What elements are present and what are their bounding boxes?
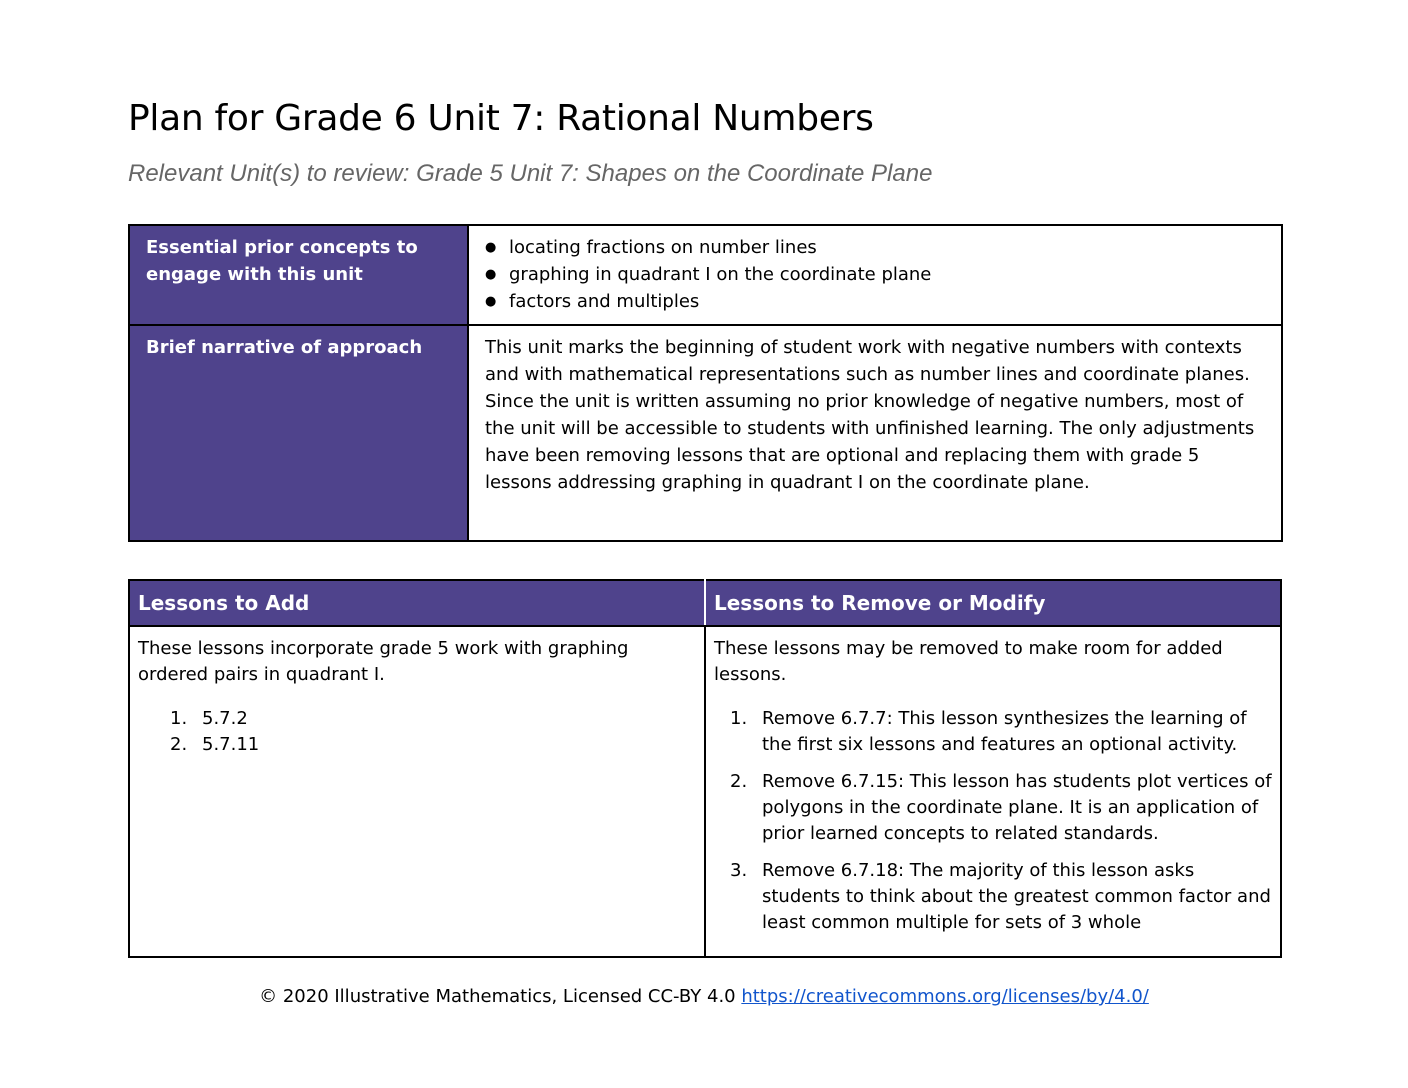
narrative-row xyxy=(129,325,1282,541)
list-item xyxy=(138,732,696,758)
list-item: ● locating fractions on number lines xyxy=(485,234,1265,261)
narrative-label: Brief narrative of approach xyxy=(129,325,468,541)
lessons-to-remove-cell xyxy=(705,626,1281,957)
page-title: Plan for Grade 6 Unit 7: Rational Numbers xyxy=(128,98,874,139)
add-list xyxy=(138,706,696,758)
list-item: ● graphing in quadrant I on the coordinate plane xyxy=(485,261,1265,288)
lessons-to-remove-header: Lessons to Remove or Modify xyxy=(705,580,1281,626)
remove-intro: These lessons may be removed to make room for added lessons. xyxy=(714,638,1223,685)
lesson-code: 5.7.2 xyxy=(202,708,248,729)
remove-item-text: Remove 6.7.15: This lesson has students plot vertices of polygons in the coordinate plane. It is an application of prior learned concepts to related standards. xyxy=(762,771,1272,844)
list-number: 3. xyxy=(730,860,748,881)
lessons-body-row xyxy=(129,626,1281,957)
concepts-list xyxy=(485,234,1265,315)
lessons-header-row xyxy=(129,580,1281,626)
list-item xyxy=(138,706,696,732)
remove-item-text: Remove 6.7.18: The majority of this lesson asks students to think about the greatest common factor and least common multiple for sets of 3 whole xyxy=(762,860,1271,933)
list-item: ● factors and multiples xyxy=(485,288,1265,315)
concepts-label: Essential prior concepts to engage with this unit xyxy=(129,225,468,325)
remove-item-text: Remove 6.7.7: This lesson synthesizes the learning of the first six lessons and features an optional activity. xyxy=(762,708,1247,755)
lesson-code: 5.7.11 xyxy=(202,734,260,755)
concepts-cell xyxy=(468,225,1282,325)
list-item xyxy=(714,769,1272,847)
license-link[interactable]: https://creativecommons.org/licenses/by/4.0/ xyxy=(741,986,1149,1007)
page-subtitle: Relevant Unit(s) to review: Grade 5 Unit 7: Shapes on the Coordinate Plane xyxy=(128,160,933,187)
copyright-text: © 2020 Illustrative Mathematics, Licensed CC-BY 4.0 xyxy=(259,986,742,1007)
overview-table xyxy=(128,224,1283,542)
add-intro: These lessons incorporate grade 5 work with graphing ordered pairs in quadrant I. xyxy=(138,638,629,685)
footer xyxy=(0,986,1408,1007)
lessons-to-add-cell xyxy=(129,626,705,957)
narrative-text: This unit marks the beginning of student work with negative numbers with contexts and with mathematical representations such as number lines and coordinate planes. Since the unit is written assuming no prior knowledge of negative numbers, most of the unit will be accessible to students with unfinished learning. The only adjustments have been removing lessons that are optional and replacing them with grade 5 lessons addressing graphing in quadrant I on the coordinate plane. xyxy=(468,325,1282,541)
list-item xyxy=(714,858,1272,936)
lessons-to-add-header: Lessons to Add xyxy=(129,580,705,626)
list-number: 2. xyxy=(730,771,748,792)
list-item xyxy=(714,706,1272,758)
remove-list xyxy=(714,706,1272,936)
list-number: 1. xyxy=(730,708,748,729)
list-number: 2. xyxy=(170,734,188,755)
concepts-row xyxy=(129,225,1282,325)
lessons-table xyxy=(128,579,1282,958)
list-number: 1. xyxy=(170,708,188,729)
